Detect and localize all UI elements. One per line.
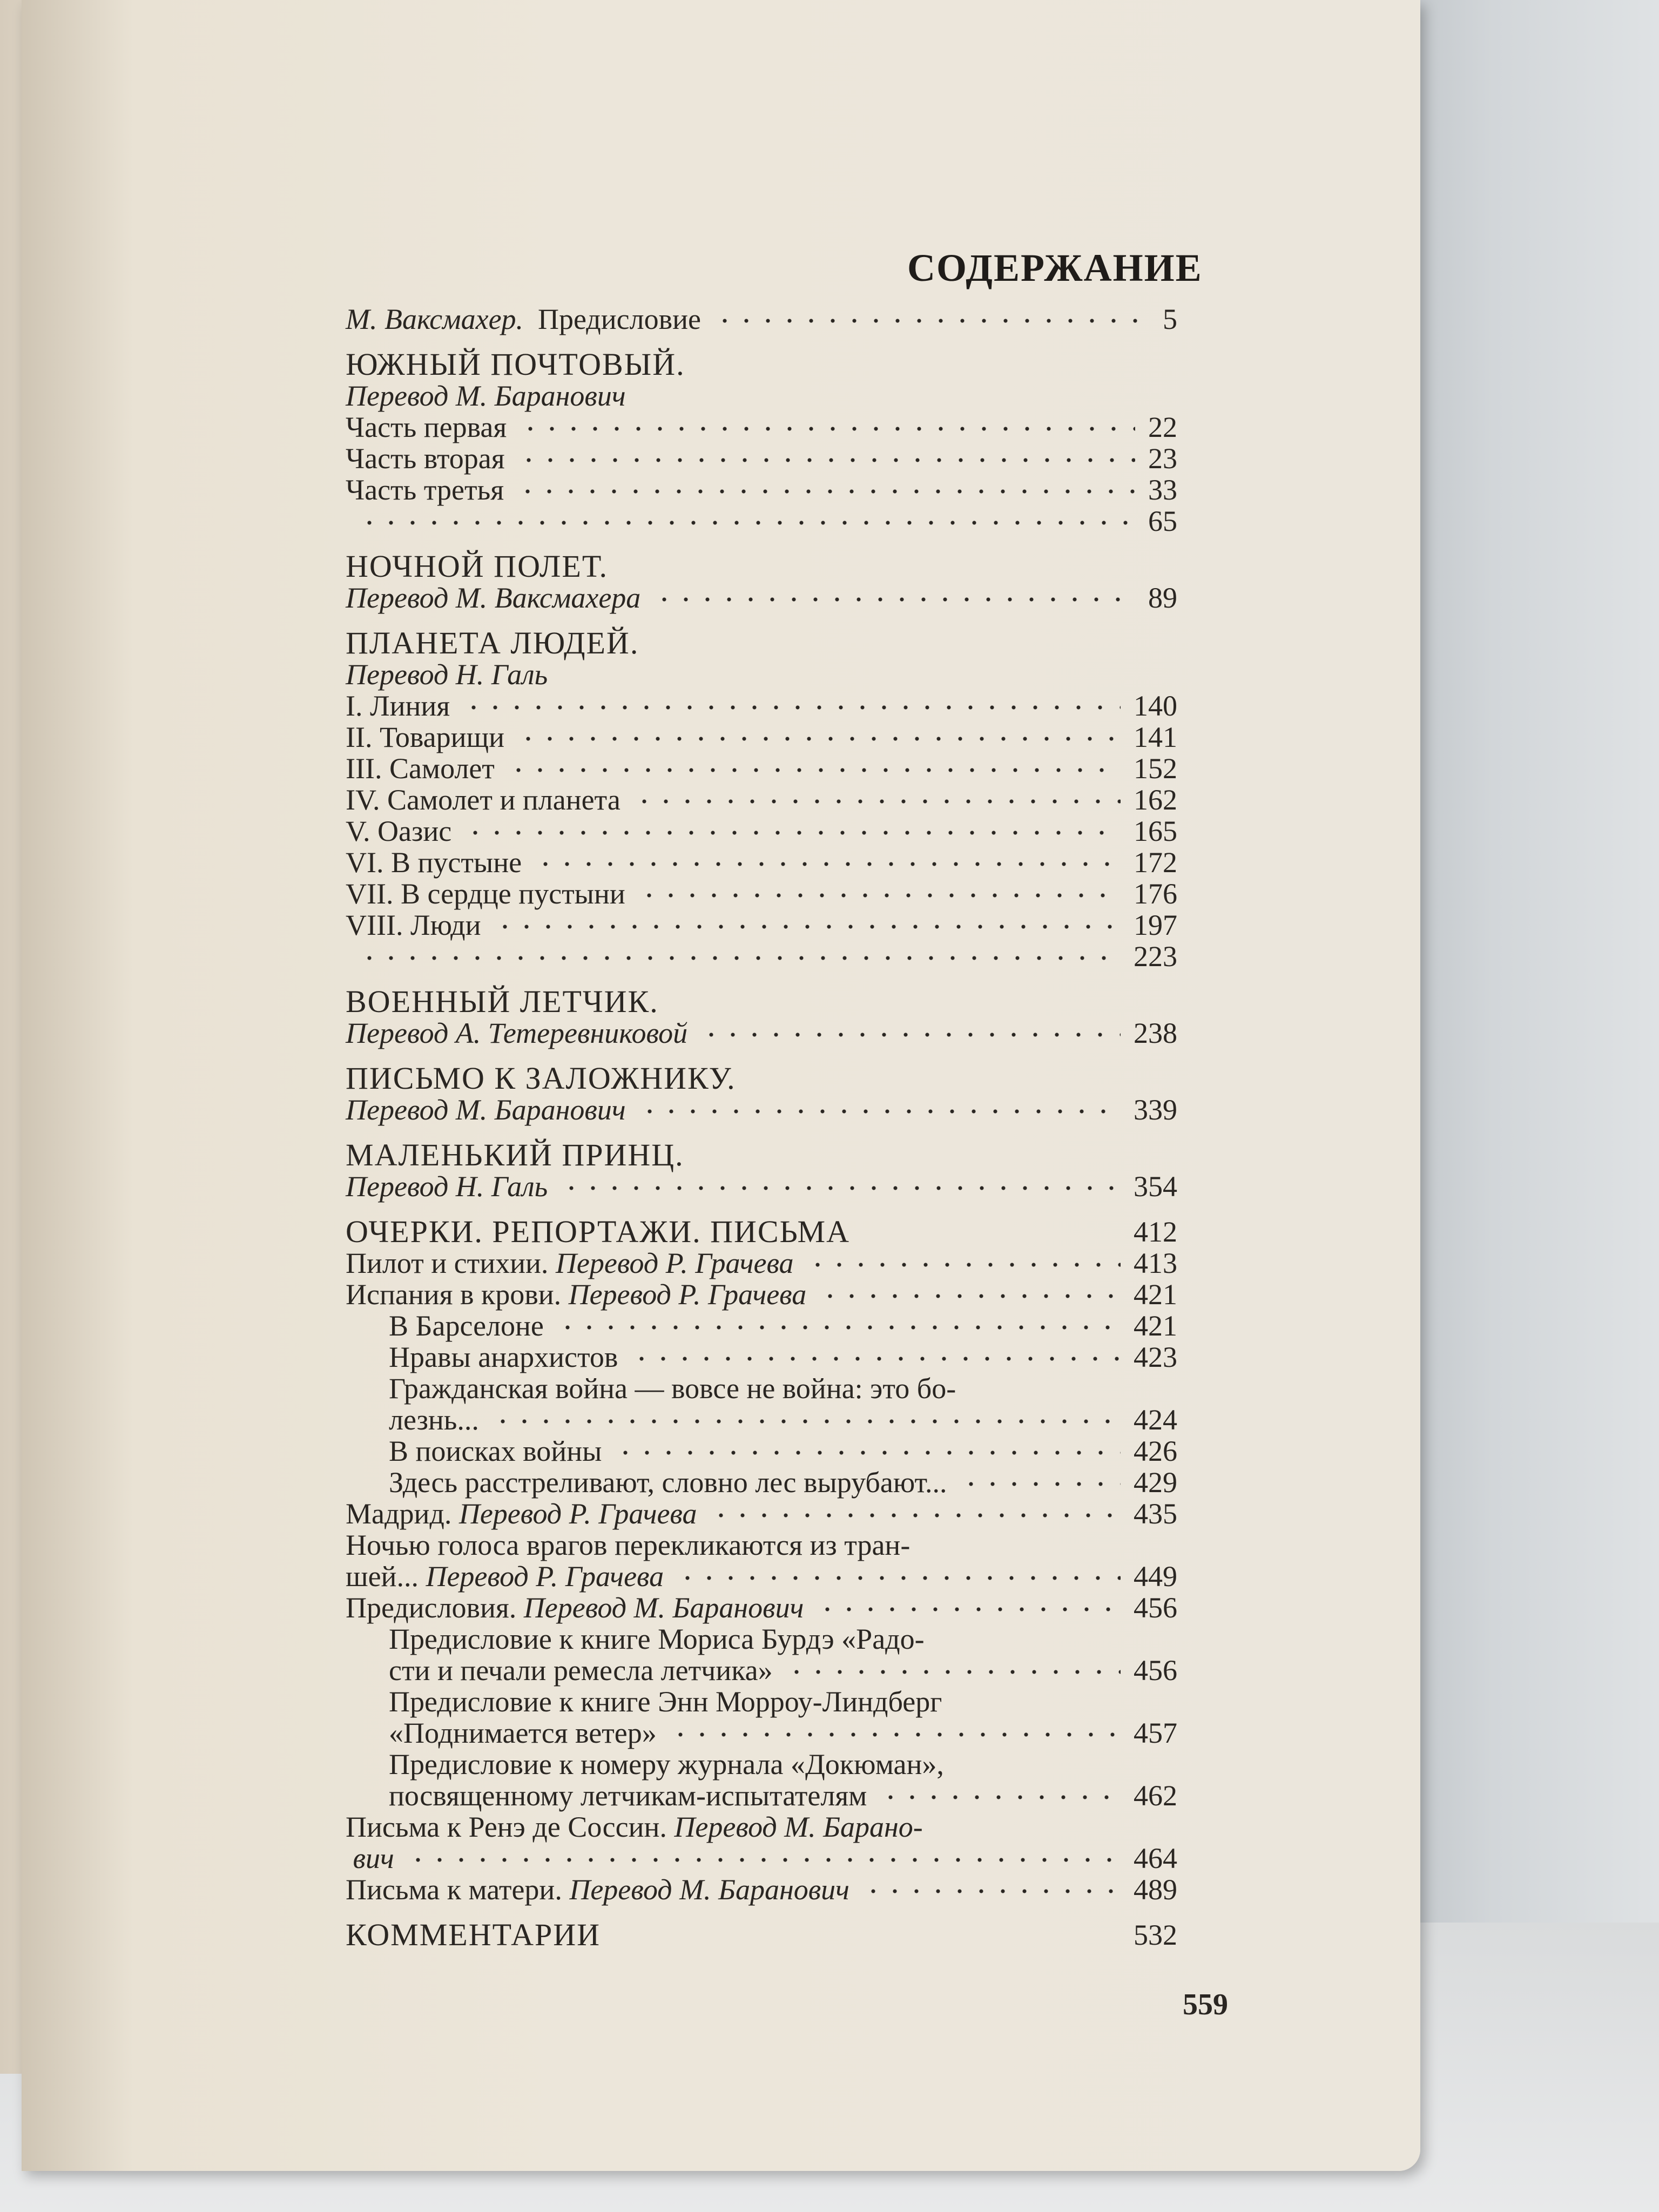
toc-label — [346, 410, 507, 444]
toc-entry — [346, 1340, 1177, 1374]
toc-label — [346, 1591, 804, 1624]
toc-label — [389, 1309, 544, 1343]
toc-page-number: 426 — [1134, 1435, 1177, 1467]
toc-page-number: 489 — [1134, 1873, 1177, 1906]
background-wall — [1382, 0, 1659, 1933]
dot-leader — [492, 1419, 1121, 1424]
toc-page-number: 424 — [1134, 1404, 1177, 1436]
toc-label — [346, 550, 608, 584]
toc-translator: Перевод М. Баранович — [346, 1094, 626, 1126]
toc-label — [346, 752, 495, 785]
toc-label — [346, 1528, 910, 1562]
toc-label — [346, 1062, 736, 1096]
toc-entry — [346, 1497, 1177, 1530]
toc-entry — [346, 1654, 1177, 1687]
toc-page-number: 449 — [1134, 1560, 1177, 1593]
toc-text: Предисловие к книге Энн Морроу-Линдберг — [389, 1685, 942, 1718]
dot-leader — [639, 1109, 1121, 1114]
toc-text: III. Самолет — [346, 752, 495, 785]
toc-section — [346, 1062, 1177, 1095]
dot-leader — [463, 705, 1121, 710]
toc-label — [346, 1873, 849, 1906]
toc-entry — [346, 1622, 1177, 1656]
toc-label — [389, 1654, 773, 1687]
toc-label — [346, 581, 640, 615]
toc-label — [346, 1246, 794, 1280]
toc-page-number: 165 — [1134, 815, 1177, 847]
toc-page-number: 456 — [1134, 1654, 1177, 1687]
toc-translator: Перевод М. Баранович — [569, 1873, 849, 1906]
toc-label — [346, 473, 504, 507]
toc-label — [346, 1560, 664, 1593]
toc-label — [346, 689, 450, 723]
toc-label — [346, 1215, 850, 1249]
toc-text: IV. Самолет и планета — [346, 784, 621, 816]
dot-leader — [535, 862, 1121, 866]
toc-entry — [346, 783, 1177, 817]
toc-label — [346, 1810, 923, 1844]
dot-leader — [359, 956, 1121, 960]
toc-entry — [346, 658, 1177, 691]
toc-text: шей... — [346, 1560, 419, 1593]
toc-page-number: 140 — [1134, 690, 1177, 722]
toc-entry — [346, 1466, 1177, 1499]
toc-label — [346, 814, 451, 848]
toc-page-number: 339 — [1134, 1094, 1177, 1126]
toc-translator: Перевод Р. Грачева — [458, 1498, 697, 1530]
toc-text: Письма к матери. — [346, 1873, 562, 1906]
dot-leader — [615, 1451, 1121, 1455]
dot-leader — [670, 1732, 1121, 1737]
toc-entry — [346, 1278, 1177, 1311]
toc-label — [389, 1779, 867, 1812]
toc-text: Предисловие — [538, 303, 701, 335]
page-number: 559 — [1183, 1988, 1228, 2021]
toc-label — [389, 1403, 479, 1437]
toc-text: лезнь... — [389, 1404, 479, 1436]
toc-text: Предисловие к книге Мориса Бурдэ «Радо- — [389, 1623, 925, 1655]
toc-entry — [346, 1779, 1177, 1812]
toc-page-number: 238 — [1134, 1017, 1177, 1049]
toc-text: Часть третья — [346, 474, 504, 506]
toc-label — [346, 658, 548, 691]
toc-text: I. Линия — [346, 690, 450, 722]
toc-entry — [346, 1246, 1177, 1280]
page-title: СОДЕРЖАНИЕ — [907, 246, 1203, 289]
toc-page-number: 176 — [1134, 878, 1177, 910]
toc-entry — [346, 752, 1177, 785]
toc-section-title: МАЛЕНЬКИЙ ПРИНЦ. — [346, 1137, 684, 1172]
toc-translator: Перевод Р. Грачева — [555, 1247, 794, 1279]
toc-section — [346, 1215, 1177, 1249]
toc-text: II. Товарищи — [346, 721, 505, 753]
dot-leader — [862, 1889, 1121, 1893]
toc-section-title: НОЧНОЙ ПОЛЕТ. — [346, 549, 608, 584]
toc-page-number: 172 — [1134, 846, 1177, 879]
toc-section-title: ПЛАНЕТА ЛЮДЕЙ. — [346, 625, 639, 660]
dot-leader — [786, 1670, 1121, 1674]
dot-leader — [557, 1325, 1121, 1330]
toc-label — [389, 1372, 956, 1405]
toc-label — [346, 348, 685, 382]
toc-entry — [346, 1170, 1177, 1203]
toc-label — [346, 1016, 687, 1050]
toc-text: VII. В сердце пустыни — [346, 878, 625, 910]
dot-leader — [960, 1482, 1121, 1486]
toc-label — [389, 1685, 942, 1718]
toc-entry — [346, 940, 1177, 973]
toc-text: Нравы анархистов — [389, 1341, 618, 1373]
dot-leader — [494, 925, 1121, 929]
toc-label — [346, 1170, 548, 1203]
toc-page-number: 423 — [1134, 1341, 1177, 1373]
toc-entry — [346, 1873, 1177, 1906]
toc-section-title: ПИСЬМО К ЗАЛОЖНИКУ. — [346, 1061, 736, 1096]
toc-translator: Перевод М. Баранович — [523, 1591, 804, 1624]
toc-label — [389, 1340, 618, 1374]
dot-leader — [561, 1186, 1121, 1190]
toc-text: Предисловия. — [346, 1591, 517, 1624]
toc-entry — [346, 410, 1177, 444]
toc-label — [389, 1466, 947, 1499]
toc-text: сти и печали ремесла летчика» — [389, 1654, 773, 1687]
toc-page-number: 464 — [1134, 1842, 1177, 1874]
toc-entry — [346, 1810, 1177, 1844]
toc-section — [346, 1138, 1177, 1172]
toc-page-number: 421 — [1134, 1278, 1177, 1311]
toc-text: Часть вторая — [346, 442, 505, 475]
toc-translator: Перевод А. Тетеревниковой — [346, 1017, 688, 1049]
toc-entry — [346, 1591, 1177, 1624]
toc-translator: Перевод М. Барано- — [674, 1811, 923, 1843]
toc-text: Письма к Ренэ де Соссин. — [346, 1811, 667, 1843]
toc-text: Гражданская война — вовсе не война: это бо- — [389, 1372, 956, 1405]
toc-text: Ночью голоса врагов перекликаются из тран- — [346, 1529, 911, 1561]
toc-section-title: ОЧЕРКИ. РЕПОРТАЖИ. ПИСЬМА — [346, 1214, 850, 1249]
toc-page-number: 162 — [1134, 784, 1177, 816]
toc-entry — [346, 504, 1177, 538]
toc-page-number: 435 — [1134, 1498, 1177, 1530]
toc-text: VIII. Люди — [346, 909, 481, 941]
toc-label — [389, 1748, 944, 1781]
toc-page-number: 354 — [1134, 1170, 1177, 1203]
toc-entry — [346, 1842, 1177, 1875]
toc-entry — [346, 908, 1177, 942]
toc-page-number: 152 — [1134, 752, 1177, 785]
toc-translator: вич — [353, 1842, 394, 1874]
toc-label — [346, 1918, 601, 1952]
toc-entry — [346, 1560, 1177, 1593]
toc-entry — [346, 1748, 1177, 1781]
toc-translator: Перевод Р. Грачева — [426, 1560, 664, 1593]
toc-label — [389, 1434, 602, 1468]
dot-leader — [407, 1858, 1121, 1862]
toc-entry — [346, 1716, 1177, 1750]
toc-page-number: 89 — [1148, 582, 1177, 614]
toc-entry — [346, 1093, 1177, 1127]
toc-entry — [346, 581, 1177, 615]
toc-section — [346, 985, 1177, 1019]
dot-leader — [520, 427, 1135, 431]
toc-label — [346, 442, 505, 475]
toc-section — [346, 348, 1177, 381]
toc-text: Мадрид. — [346, 1498, 452, 1530]
toc-entry — [346, 1403, 1177, 1437]
toc-entry — [346, 1372, 1177, 1405]
dot-leader — [677, 1576, 1121, 1580]
dot-leader — [464, 831, 1121, 835]
toc-label — [346, 908, 481, 942]
toc-section-title: ВОЕННЫЙ ЛЕТЧИК. — [346, 984, 659, 1019]
toc-entry — [346, 473, 1177, 507]
toc-text: В Барселоне — [389, 1310, 544, 1342]
toc-page-number: 456 — [1134, 1591, 1177, 1624]
toc-text: посвященному летчикам-испытателям — [389, 1779, 867, 1812]
toc-text: V. Оазис — [346, 815, 452, 847]
dot-leader — [517, 489, 1135, 494]
toc-text: Пилот и стихии. — [346, 1247, 549, 1279]
toc-page-number: 421 — [1134, 1310, 1177, 1342]
toc-label — [346, 1138, 684, 1172]
toc-page-number: 65 — [1148, 505, 1177, 537]
book-page — [22, 0, 1420, 2171]
dot-leader — [508, 768, 1121, 772]
toc-translator: Перевод Н. Галь — [346, 1170, 548, 1203]
dot-leader — [653, 597, 1135, 602]
toc-page-number: 5 — [1163, 303, 1177, 335]
toc-label — [346, 1278, 806, 1311]
toc-section-title: КОММЕНТАРИИ — [346, 1917, 601, 1952]
toc-label — [346, 720, 504, 754]
toc-section — [346, 1918, 1177, 1952]
toc-entry — [346, 877, 1177, 911]
toc-page-number: 141 — [1134, 721, 1177, 753]
toc-entry — [346, 1685, 1177, 1718]
toc-page-number: 22 — [1148, 411, 1177, 443]
toc-label — [346, 985, 659, 1019]
toc-section — [346, 626, 1177, 660]
toc-entry — [346, 379, 1177, 413]
toc-entry — [346, 814, 1177, 848]
toc-page-number: 532 — [1134, 1919, 1177, 1951]
dot-leader — [633, 799, 1121, 804]
toc-label — [346, 783, 621, 817]
dot-leader — [700, 1033, 1121, 1037]
toc-page-number: 197 — [1134, 909, 1177, 941]
toc-label — [346, 877, 625, 911]
toc-section-title: ЮЖНЫЙ ПОЧТОВЫЙ. — [346, 347, 685, 382]
toc-label — [346, 626, 639, 660]
toc-label — [389, 1622, 925, 1656]
toc-page-number: 412 — [1134, 1216, 1177, 1248]
toc-label — [346, 302, 701, 336]
dot-leader — [880, 1795, 1121, 1799]
toc-translator: Перевод Н. Галь — [346, 658, 548, 691]
toc-entry — [346, 1434, 1177, 1468]
toc-entry — [346, 442, 1177, 475]
toc-label — [346, 846, 522, 879]
dot-leader — [638, 893, 1121, 898]
toc-page-number: 413 — [1134, 1247, 1177, 1279]
toc-text: Здесь расстреливают, словно лес вырубают... — [389, 1466, 947, 1499]
dot-leader — [517, 737, 1121, 741]
toc-entry — [346, 1309, 1177, 1343]
toc-author: М. Ваксмахер. — [346, 303, 524, 335]
dot-leader — [817, 1607, 1121, 1611]
toc-entry — [346, 1528, 1177, 1562]
toc-entry — [346, 689, 1177, 723]
toc-entry — [346, 1016, 1177, 1050]
toc-label — [346, 1842, 394, 1875]
toc-label — [346, 1093, 626, 1127]
toc-entry — [346, 846, 1177, 879]
toc-label — [389, 1716, 657, 1750]
toc-page-number: 462 — [1134, 1779, 1177, 1812]
toc-translator: Перевод М. Ваксмахера — [346, 582, 641, 614]
dot-leader — [710, 1513, 1121, 1518]
toc-text: Испания в крови. — [346, 1278, 562, 1311]
dot-leader — [807, 1263, 1121, 1267]
toc-text: Предисловие к номеру журнала «Докюман», — [389, 1748, 944, 1781]
toc-page-number: 33 — [1148, 474, 1177, 506]
toc-text: «Поднимается ветер» — [389, 1717, 657, 1749]
toc-text: В поисках войны — [389, 1435, 602, 1467]
dot-leader — [631, 1357, 1121, 1361]
dot-leader — [714, 319, 1150, 323]
toc-translator: Перевод Р. Грачева — [568, 1278, 807, 1311]
toc-text: Часть первая — [346, 411, 507, 443]
toc-page-number: 23 — [1148, 442, 1177, 475]
dot-leader — [359, 521, 1135, 525]
toc-label — [346, 1497, 697, 1530]
toc-text: VI. В пустыне — [346, 846, 522, 879]
toc-page-number: 429 — [1134, 1466, 1177, 1499]
toc-section — [346, 550, 1177, 583]
toc-entry — [346, 720, 1177, 754]
toc-entry — [346, 302, 1177, 336]
toc-page-number: 223 — [1134, 940, 1177, 973]
dot-leader — [819, 1294, 1121, 1298]
toc-translator: Перевод М. Баранович — [346, 380, 626, 412]
toc-label — [346, 379, 626, 413]
toc-page-number: 457 — [1134, 1717, 1177, 1749]
dot-leader — [518, 458, 1135, 462]
